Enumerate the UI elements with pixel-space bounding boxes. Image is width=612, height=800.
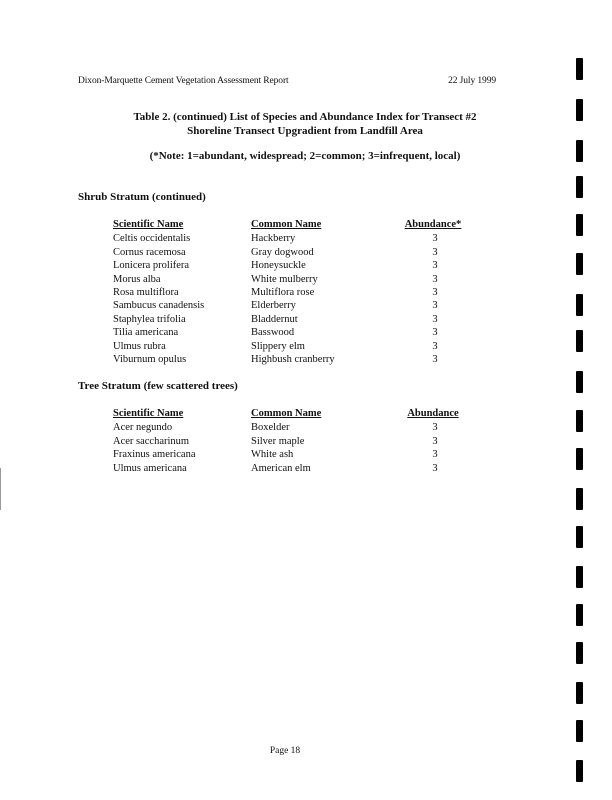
abundance-note: (*Note: 1=abundant, widespread; 2=common; 3=infrequent, local): [149, 150, 461, 162]
scientific-name-cell: Fraxinus americana: [113, 449, 196, 461]
abundance-cell: 3: [432, 273, 438, 285]
scientific-name-cell: Viburnum opulus: [113, 353, 187, 365]
binding-mark: [576, 448, 583, 470]
common-name-cell: Elderberry: [251, 300, 296, 312]
binding-mark: [576, 140, 583, 162]
binding-mark: [576, 410, 583, 432]
scan-edge-line: [0, 468, 1, 510]
abundance-cell: 3: [432, 246, 438, 258]
report-title: Dixon-Marquette Cement Vegetation Assessment Report: [78, 76, 289, 86]
scientific-name-cell: Cornus racemosa: [113, 246, 186, 258]
scientific-name-cell: Lonicera prolifera: [113, 260, 190, 272]
abundance-cell: 3: [432, 233, 438, 245]
table-row: [113, 462, 473, 475]
common-name-cell: Boxelder: [251, 422, 290, 434]
scientific-name-cell: Staphylea trifolia: [113, 313, 186, 325]
binding-marks: [576, 58, 584, 788]
abundance-cell: 3: [432, 313, 438, 325]
page-number: Page 18: [269, 746, 301, 756]
abundance-cell: 3: [432, 340, 438, 352]
scientific-name-cell: Acer saccharinum: [113, 435, 190, 447]
common-name-cell: Gray dogwood: [251, 246, 314, 258]
binding-mark: [576, 720, 583, 742]
table-row: [113, 421, 473, 434]
common-name-header: Common Name: [251, 408, 322, 419]
table-title-line2: Shoreline Transect Upgradient from Landfill Area: [187, 125, 423, 137]
abundance-cell: 3: [432, 300, 438, 312]
binding-mark: [576, 760, 583, 782]
binding-mark: [576, 330, 583, 352]
binding-mark: [576, 99, 583, 121]
abundance-cell: 3: [432, 327, 438, 339]
running-header: [78, 76, 496, 86]
common-name-cell: White ash: [251, 449, 294, 461]
abundance-header: Abundance: [407, 408, 459, 419]
binding-mark: [576, 604, 583, 626]
common-name-cell: White mulberry: [251, 273, 318, 285]
binding-mark: [576, 294, 583, 316]
common-name-cell: Bladdernut: [251, 313, 298, 325]
scientific-name-cell: Acer negundo: [113, 422, 173, 434]
scientific-name-cell: Sambucus canadensis: [113, 300, 205, 312]
binding-mark: [576, 642, 583, 664]
table-row: [113, 273, 473, 286]
abundance-cell: 3: [432, 353, 438, 365]
abundance-cell: 3: [432, 260, 438, 272]
table-header-row: [113, 407, 473, 420]
abundance-cell: 3: [432, 435, 438, 447]
common-name-cell: Honeysuckle: [251, 260, 306, 272]
table-row: [113, 259, 473, 272]
binding-mark: [576, 253, 583, 275]
common-name-header: Common Name: [251, 219, 322, 230]
table-row: [113, 313, 473, 326]
common-name-cell: Highbush cranberry: [251, 353, 335, 365]
common-name-cell: American elm: [251, 462, 311, 474]
binding-mark: [576, 176, 583, 198]
binding-mark: [576, 526, 583, 548]
scientific-name-cell: Rosa multiflora: [113, 286, 179, 298]
scientific-name-cell: Celtis occidentalis: [113, 233, 191, 245]
shrub-stratum-heading: Shrub Stratum (continued): [78, 191, 206, 203]
tree-stratum-heading: Tree Stratum (few scattered trees): [78, 380, 238, 392]
scientific-name-cell: Ulmus rubra: [113, 340, 166, 352]
table-row: [113, 299, 473, 312]
table-row: [113, 448, 473, 461]
table-header-row: [113, 218, 473, 231]
abundance-header: Abundance*: [404, 219, 462, 230]
common-name-cell: Basswood: [251, 327, 295, 339]
binding-mark: [576, 214, 583, 236]
binding-mark: [576, 488, 583, 510]
report-date: 22 July 1999: [448, 76, 496, 86]
binding-mark: [576, 566, 583, 588]
abundance-cell: 3: [432, 422, 438, 434]
common-name-cell: Multiflora rose: [251, 286, 315, 298]
table-row: [113, 340, 473, 353]
scientific-name-header: Scientific Name: [113, 219, 184, 230]
binding-mark: [576, 58, 583, 80]
table-row: [113, 435, 473, 448]
table-row: [113, 246, 473, 259]
abundance-cell: 3: [432, 449, 438, 461]
tree-species-table: [113, 407, 473, 475]
binding-mark: [576, 371, 583, 393]
scientific-name-cell: Tilia americana: [113, 327, 179, 339]
binding-mark: [576, 682, 583, 704]
table-row: [113, 232, 473, 245]
table-row: [113, 326, 473, 339]
table-title-line1: Table 2. (continued) List of Species and Abundance Index for Transect #2: [133, 111, 477, 123]
abundance-cell: 3: [432, 462, 438, 474]
scientific-name-cell: Ulmus americana: [113, 462, 187, 474]
table-title: [80, 110, 530, 138]
scientific-name-header: Scientific Name: [113, 408, 184, 419]
abundance-cell: 3: [432, 286, 438, 298]
table-row: [113, 286, 473, 299]
table-row: [113, 353, 473, 366]
common-name-cell: Silver maple: [251, 435, 305, 447]
shrub-species-table: [113, 218, 473, 366]
common-name-cell: Hackberry: [251, 233, 296, 245]
scientific-name-cell: Morus alba: [113, 273, 161, 285]
common-name-cell: Slippery elm: [251, 340, 305, 352]
